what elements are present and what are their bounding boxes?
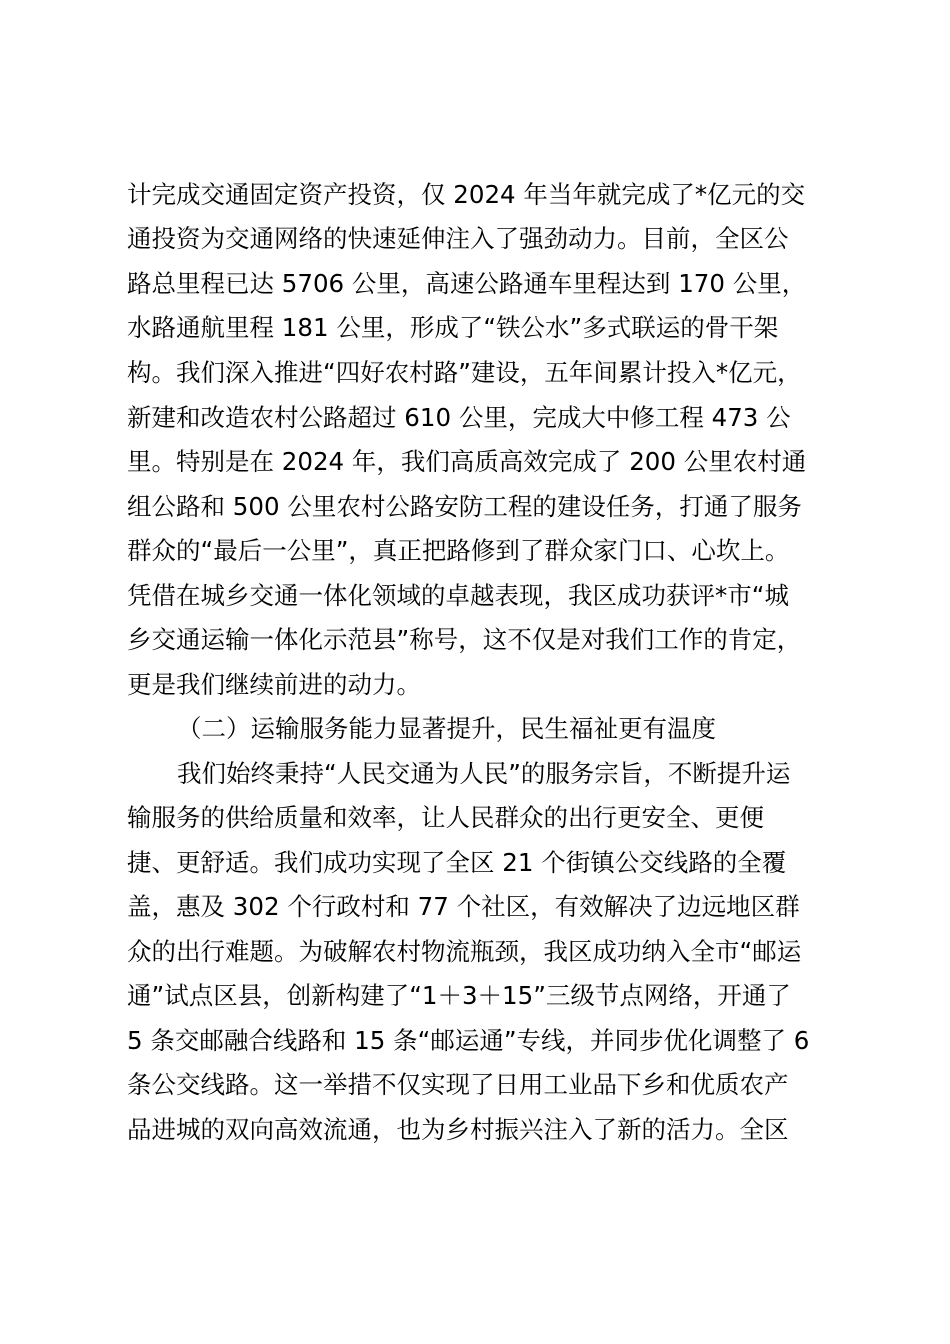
- text-line: 里。特别是在 2024 年，我们高质高效完成了 200 公里农村通: [127, 447, 807, 476]
- text-line: 计完成交通固定资产投资，仅 2024 年当年就完成了*亿元的交: [127, 180, 806, 209]
- text-line: 群众的“最后一公里”，真正把路修到了群众家门口、心坎上。: [127, 536, 790, 565]
- text-line: 组公路和 500 公里农村公路安防工程的建设任务，打通了服务: [127, 492, 802, 521]
- text-line: 捷、更舒适。我们成功实现了全区 21 个街镇公交线路的全覆: [127, 848, 787, 877]
- text-line: 通”试点区县，创新构建了“1＋3＋15”三级节点网络，开通了: [127, 981, 791, 1010]
- text-line: 乡交通运输一体化示范县”称号，这不仅是对我们工作的肯定，: [127, 625, 802, 654]
- text-line: 5 条交邮融合线路和 15 条“邮运通”专线，并同步优化调整了 6: [127, 1026, 810, 1055]
- text-line: 盖，惠及 302 个行政村和 77 个社区，有效解决了边远地区群: [127, 892, 800, 921]
- text-line: 路总里程已达 5706 公里，高速公路通车里程达到 170 公里，: [127, 269, 807, 298]
- text-line: 更是我们继续前进的动力。: [127, 670, 421, 699]
- text-line: 构。我们深入推进“四好农村路”建设，五年间累计投入*亿元，: [127, 358, 802, 387]
- text-line: 凭借在城乡交通一体化领域的卓越表现，我区成功获评*市“城: [127, 581, 789, 610]
- text-line: 通投资为交通网络的快速延伸注入了强劲动力。目前，全区公: [127, 224, 789, 253]
- text-line: 条公交线路。这一举措不仅实现了日用工业品下乡和优质农产: [127, 1070, 789, 1099]
- text-line: 输服务的供给质量和效率，让人民群众的出行更安全、更便: [127, 803, 764, 832]
- text-line: 众的出行难题。为破解农村物流瓶颈，我区成功纳入全市“邮运: [127, 937, 802, 966]
- section-heading: （二）运输服务能力显著提升，民生福祉更有温度: [177, 714, 716, 743]
- text-line: 新建和改造农村公路超过 610 公里，完成大中修工程 473 公: [127, 403, 791, 432]
- text-line: 水路通航里程 181 公里，形成了“铁公水”多式联运的骨干架: [127, 313, 779, 342]
- text-line: 品进城的双向高效流通，也为乡村振兴注入了新的活力。全区: [127, 1115, 789, 1144]
- text-line: 我们始终秉持“人民交通为人民”的服务宗旨，不断提升运: [177, 759, 791, 788]
